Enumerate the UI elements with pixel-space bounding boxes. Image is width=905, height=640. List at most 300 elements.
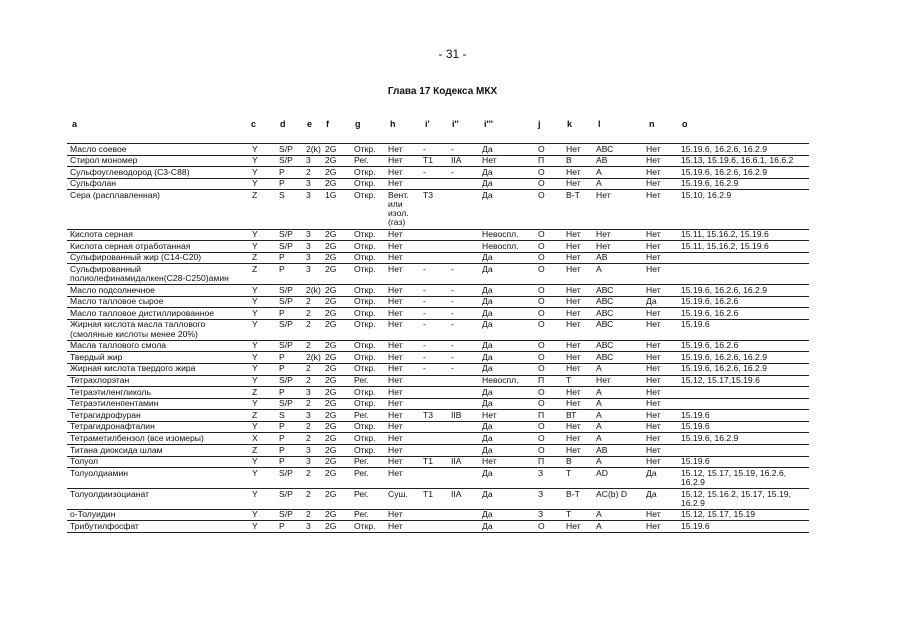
cell-line: 16.2.9 [681,476,705,487]
cell-e: 2 [306,307,311,318]
cell-l: Нет [596,240,611,251]
table-row [67,445,809,457]
cell-line: Тетрагидрофуран [70,409,141,420]
cell-g: Рег. [354,509,369,520]
cell-j: О [538,296,545,307]
cell-line: Масло соевое [70,143,127,154]
cell-j: О [538,386,545,397]
cell-h [388,411,403,420]
cell-d: S/P [279,229,293,240]
cell-d: S/P [279,284,293,295]
cell-line: 15.10, 16.2.9 [681,189,732,200]
table-row [67,241,809,253]
table-row [67,341,809,353]
cell-line: Жирная кислота масла таллового [70,319,206,330]
cell-k: Нет [566,340,581,351]
cell-f: 2G [325,386,337,397]
table-row [67,156,809,168]
cell-j: О [538,432,545,443]
cell-k: Нет [566,386,581,397]
cell-g: Откр. [354,296,376,307]
cell-e: 2 [306,296,311,307]
cell-o [681,309,738,318]
cell-c: Y [252,340,258,351]
cell-e: 3 [306,520,311,531]
cell-f: 2G [325,178,337,189]
cell-i1: - [423,340,426,351]
cell-c: Y [252,363,258,374]
cell-line: Масло талловое дистиллированное [70,307,215,318]
cell-d: S/P [279,319,293,330]
cell-h [388,168,403,177]
cell-l: А [596,398,602,409]
cell-l: А [596,421,602,432]
cell-line: 16.2.9 [681,497,705,508]
cell-a [70,297,163,306]
cell-a [70,156,137,165]
cell-j: О [538,363,545,374]
cell-line: о-Толуидин [70,509,116,520]
cell-n: Нет [646,520,661,531]
cell-h [388,457,403,466]
cell-line: Нет [388,240,403,251]
cell-g: Откр. [354,432,376,443]
cell-n: Нет [646,229,661,240]
cell-line: Толуол [70,456,98,467]
cell-line: Тетраэтиленпентамин [70,398,159,409]
cell-line: Нет [388,375,403,385]
cell-line: 15.19.6, 16.2.6, 16.2.9 [681,284,768,295]
cell-o [681,457,710,466]
cell-a [70,320,205,338]
cell-c: Y [252,240,258,251]
cell-line: 15.19.6 [681,520,710,531]
cell-e: 3 [306,409,311,420]
cell-a [70,490,149,499]
column-header: n [649,119,655,129]
cell-line: 15.11, 15.16.2, 15.19.6 [681,240,769,251]
cell-n: Нет [646,307,661,318]
cell-a [70,469,128,478]
cell-n: Нет [646,444,661,455]
cell-a [70,286,155,295]
cell-i1: - [423,307,426,318]
table-row [67,190,809,229]
table-row [67,433,809,445]
cell-e: 3 [306,155,311,166]
cell-a [70,388,151,397]
column-header: l [598,119,601,129]
cell-k: Нет [566,166,581,177]
cell-n: Нет [646,509,661,520]
cell-k: Нет [566,307,581,318]
cell-l: А [596,363,602,374]
cell-k: В-Т [566,488,580,499]
cell-d: P [279,263,285,274]
cell-d: S [279,409,285,420]
cell-i2: - [451,263,454,274]
cell-i3: Да [482,363,493,374]
cell-e: 3 [306,252,311,263]
cell-i3: Да [482,307,493,318]
cell-n: Нет [646,398,661,409]
cell-line: Тетрахлорэтан [70,375,130,385]
cell-j: П [538,375,545,385]
cell-line: изол. [388,208,409,219]
cell-h [388,399,403,408]
cell-d: P [279,363,285,374]
cell-i3: Да [482,252,493,263]
cell-c: Y [252,307,258,318]
cell-g: Откр. [354,398,376,409]
cell-n: Нет [646,432,661,443]
cell-h [388,156,403,165]
cell-d: S/P [279,240,293,251]
cell-i1: Т1 [423,488,434,499]
cell-i1: - [423,263,426,274]
cell-f: 2G [325,252,337,263]
cell-d: S/P [279,143,293,154]
cell-d: P [279,178,285,189]
cell-h [388,286,403,295]
cell-a [70,242,190,251]
cell-i1: - [423,363,426,374]
cell-e: 2 [306,421,311,432]
cell-i1: - [423,351,426,362]
cell-k: Нет [566,296,581,307]
cell-i3: Да [482,444,493,455]
cell-g: Откр. [354,386,376,397]
cell-line: Масло подсолнечное [70,284,155,295]
cell-e: 2 [306,398,311,409]
cell-f: 2G [325,520,337,531]
cell-h [388,446,403,455]
cell-i1: Т1 [423,155,434,166]
cell-f: 2G [325,375,337,385]
cell-d: S/P [279,340,293,351]
cell-e: 2 [306,375,311,385]
cell-line: Нет [388,456,403,467]
cell-o [681,242,769,251]
cell-g: Откр. [354,307,376,318]
cell-h [388,242,403,251]
cell-l: АВС [596,307,614,318]
cell-e: 2(k) [306,143,321,154]
cell-line: Сульфолан [70,178,117,189]
table-row [67,387,809,399]
cell-f: 2G [325,263,337,274]
cell-line: или [388,199,403,210]
cell-d: S/P [279,488,293,499]
column-header: i''' [484,119,493,129]
cell-a [70,253,201,262]
cell-f: 2G [325,143,337,154]
table-row [67,167,809,179]
cell-h [388,510,403,519]
cell-a [70,230,133,239]
cell-c: Y [252,319,258,330]
table-row [67,399,809,411]
cell-line: Нет [388,307,403,318]
cell-i1: Т3 [423,409,434,420]
cell-a [70,353,122,362]
cell-i3: Да [482,284,493,295]
column-header: a [72,119,78,129]
cell-line: Нет [388,340,403,351]
cell-line: 15.19.6, 16.2.9 [681,432,739,443]
column-header: f [326,119,329,129]
cell-f: 2G [325,284,337,295]
cell-line: Твердый жир [70,351,123,362]
cell-n: Нет [646,166,661,177]
cell-g: Рег. [354,488,369,499]
cell-line: 15.12, 15.16.2, 15.17, 15.19, [681,488,791,499]
cell-i2: - [451,284,454,295]
cell-k: ВТ [566,409,577,420]
cell-o [681,320,710,329]
cell-o [681,376,760,385]
cell-f: 2G [325,432,337,443]
cell-e: 2 [306,432,311,443]
cell-f: 2G [325,363,337,374]
cell-line: Кислота серная [70,229,133,240]
cell-k: В [566,155,572,166]
cell-c: Y [252,421,258,432]
cell-e: 2 [306,509,311,520]
cell-c: Y [252,375,258,385]
cell-k: Нет [566,143,581,154]
cell-k: Нет [566,421,581,432]
cell-e: 2 [306,363,311,374]
cell-line: Кислота серная отработанная [70,240,191,251]
cell-o [681,286,767,295]
cell-i3: Да [482,189,493,200]
cell-l: А [596,520,602,531]
cell-i1: Т1 [423,456,434,467]
cell-k: Нет [566,319,581,330]
cell-g: Откр. [354,520,376,531]
cell-f: 2G [325,351,337,362]
cell-i2: - [451,166,454,177]
cell-l: AC(b) D [596,488,628,499]
cell-c: Y [252,488,258,499]
cell-e: 3 [306,229,311,240]
cell-a [70,422,155,431]
cell-line: 15.19.6, 16.2.9 [681,178,739,189]
cell-h [388,376,403,385]
cell-f: 2G [325,488,337,499]
cell-e: 2(k) [306,284,321,295]
cell-f: 2G [325,467,337,478]
cell-a [70,168,190,177]
table-row [67,352,809,364]
cell-line: Нет [388,252,403,263]
cell-e: 2 [306,340,311,351]
cell-line: Сера (расплавленная) [70,189,161,200]
cell-f: 2G [325,319,337,330]
table-row [67,364,809,376]
cell-i3: Да [482,340,493,351]
cell-line: Сульфоуглеводород (С3-С88) [70,166,190,177]
cell-h [388,469,403,478]
cell-j: О [538,520,545,531]
cell-o [681,422,710,431]
cell-line: Нет [388,296,403,307]
cell-j: О [538,444,545,455]
cell-o [681,341,738,350]
cell-a [70,411,141,420]
cell-line: Нет [388,143,403,154]
cell-a [70,145,127,154]
cell-k: Т [566,509,572,520]
cell-a [70,510,115,519]
cell-i2: IIA [451,456,462,467]
cell-h [388,265,403,274]
cell-h [388,434,403,443]
cell-h [388,490,408,499]
cell-l: АВ [596,155,608,166]
table-row [67,253,809,265]
cell-c: Y [252,520,258,531]
cell-k: Нет [566,240,581,251]
cell-i2: - [451,363,454,374]
cell-line: Нет [388,509,403,520]
cell-c: Y [252,229,258,240]
cell-k: В-Т [566,189,580,200]
cell-j: О [538,143,545,154]
cell-i1: - [423,296,426,307]
cell-k: Нет [566,351,581,362]
cell-c: Y [252,284,258,295]
cell-f: 2G [325,155,337,166]
cell-g: Откр. [354,189,376,200]
cell-e: 3 [306,386,311,397]
cell-i3: Да [482,488,493,499]
cell-l: А [596,166,602,177]
cell-f: 2G [325,229,337,240]
cell-g: Откр. [354,252,376,263]
cell-o [681,364,767,373]
cell-l: АВ [596,252,608,263]
cell-i3: Да [482,263,493,274]
cell-c: Z [252,263,258,274]
cell-g: Откр. [354,263,376,274]
cell-line: 15.11, 15.16.2, 15.19.6 [681,229,769,240]
cell-c: Z [252,252,258,263]
cell-l: АВС [596,143,614,154]
cell-k: В [566,456,572,467]
column-header: k [567,119,573,129]
cell-j: О [538,319,545,330]
cell-e: 3 [306,444,311,455]
cell-g: Откр. [354,363,376,374]
cell-line: 15.19.6, 16.2.6, 16.2.9 [681,166,768,177]
cell-i2: - [451,307,454,318]
table-row [67,468,809,489]
cell-g: Откр. [354,178,376,189]
cell-h [388,522,403,531]
cell-d: P [279,432,285,443]
cell-line: Нет [388,155,403,166]
column-header: o [682,119,688,129]
cell-line: Нет [388,409,403,420]
cell-c: Y [252,143,258,154]
cell-g: Откр. [354,240,376,251]
cell-d: P [279,456,285,467]
table-row [67,285,809,297]
cell-n: Нет [646,340,661,351]
cell-c: Y [252,467,258,478]
cell-line: 15.12, 15.17,15.19.6 [681,375,760,385]
cell-l: Нет [596,189,611,200]
cell-o [681,179,738,188]
cell-d: P [279,520,285,531]
cell-i2: IIA [451,488,462,499]
cell-h [388,253,403,262]
cell-j: О [538,178,545,189]
cell-line: Сульфированный жир (С14-С20) [70,252,202,263]
cell-line: Нет [388,319,403,330]
cell-g: Откр. [354,166,376,177]
cell-line: 15.19.6 [681,421,710,432]
cell-o [681,353,767,362]
cell-line: Толуолдиамин [70,467,129,478]
cell-e: 2 [306,467,311,478]
cell-line: Стирол мономер [70,155,138,166]
cell-c: Y [252,509,258,520]
cell-k: Нет [566,252,581,263]
table-row [67,264,809,285]
cell-i3: Невоспл. [482,229,519,240]
cell-l: А [596,456,602,467]
cell-j: О [538,340,545,351]
cell-e: 3 [306,263,311,274]
cell-line: Нет [388,284,403,295]
cell-i1: - [423,284,426,295]
cell-n: Да [646,467,657,478]
page-number: - 31 - [438,47,467,61]
cell-line: полиолефинамидалкен(С28-С250)амин [70,273,229,284]
cell-n: Нет [646,421,661,432]
cell-d: P [279,421,285,432]
cell-g: Рег. [354,375,369,385]
cell-line: Нет [388,166,403,177]
cell-i3: Да [482,432,493,443]
cell-h [388,422,403,431]
table-row [67,422,809,434]
cell-c: Y [252,178,258,189]
cell-a [70,434,204,443]
cell-d: P [279,252,285,263]
cell-j: О [538,229,545,240]
cell-i3: Да [482,386,493,397]
cell-n: Нет [646,456,661,467]
cell-line: 15.19.6, 16.2.6, 16.2.9 [681,143,768,154]
cell-o [681,191,731,200]
cell-e: 3 [306,178,311,189]
table-row [67,308,809,320]
table-row [67,376,809,388]
table-row [67,144,809,156]
table-row [67,297,809,309]
cell-j: О [538,252,545,263]
cell-line: Титана диоксида шлам [70,444,163,455]
cell-d: S/P [279,296,293,307]
cell-c: Y [252,398,258,409]
cell-line: Толуолдиизоцианат [70,488,149,499]
table-row [67,521,809,533]
cell-n: Нет [646,363,661,374]
